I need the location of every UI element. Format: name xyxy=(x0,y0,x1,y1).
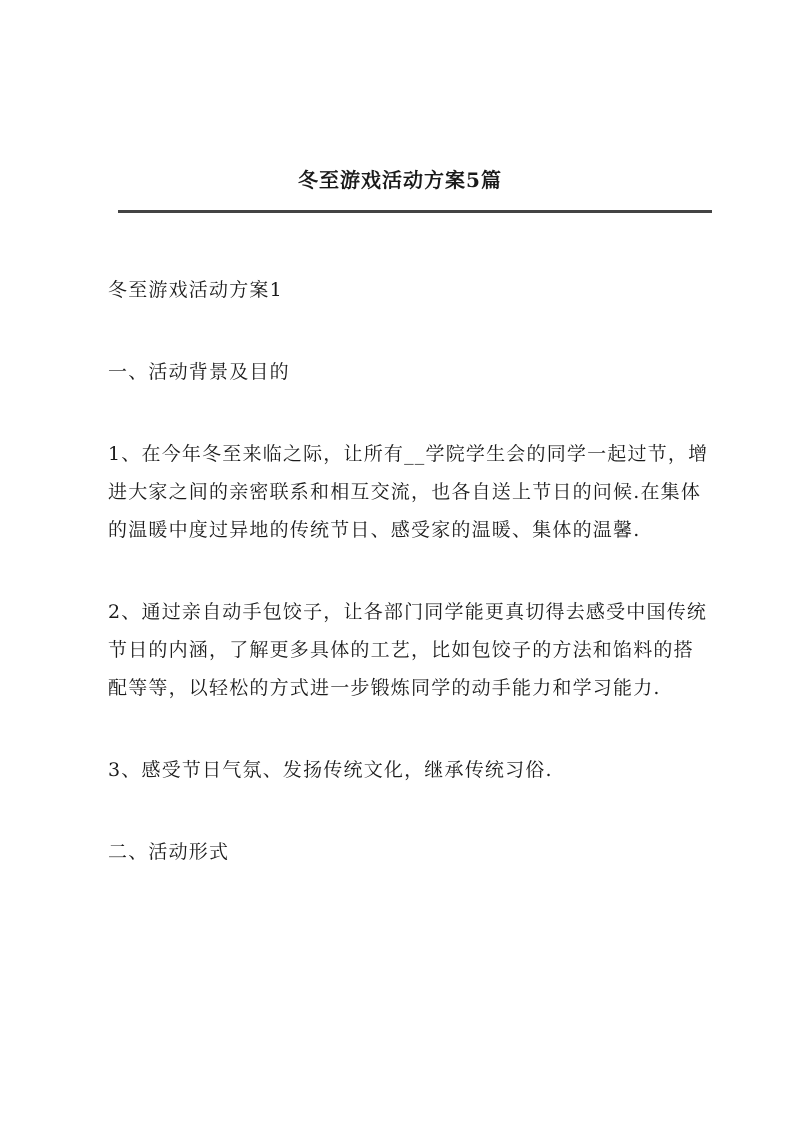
document-body xyxy=(108,271,710,915)
paragraph-3: 3、感受节日气氛、发扬传统文化，继承传统习俗. xyxy=(108,759,553,781)
heading-background-purpose: 一、活动背景及目的 xyxy=(108,361,290,383)
heading-activity-form: 二、活动形式 xyxy=(108,841,230,863)
paragraph-1: 1、在今年冬至来临之际，让所有__学院学生会的同学一起过节，增进大家之间的亲密联系和相互交流，也各自送上节日的问候.在集体的温暖中度过异地的传统节日、感受家的温暖、集体的温馨. xyxy=(108,443,709,541)
section-title: 冬至游戏活动方案1 xyxy=(108,279,283,301)
paragraph-2: 2、通过亲自动手包饺子，让各部门同学能更真切得去感受中国传统节日的内涵，了解更多具体的工艺，比如包饺子的方法和馅料的搭配等等，以轻松的方式进一步锻炼同学的动手能力和学习能力. xyxy=(108,601,708,699)
title-divider xyxy=(118,210,712,213)
document-title: 冬至游戏活动方案5篇 xyxy=(298,168,502,192)
